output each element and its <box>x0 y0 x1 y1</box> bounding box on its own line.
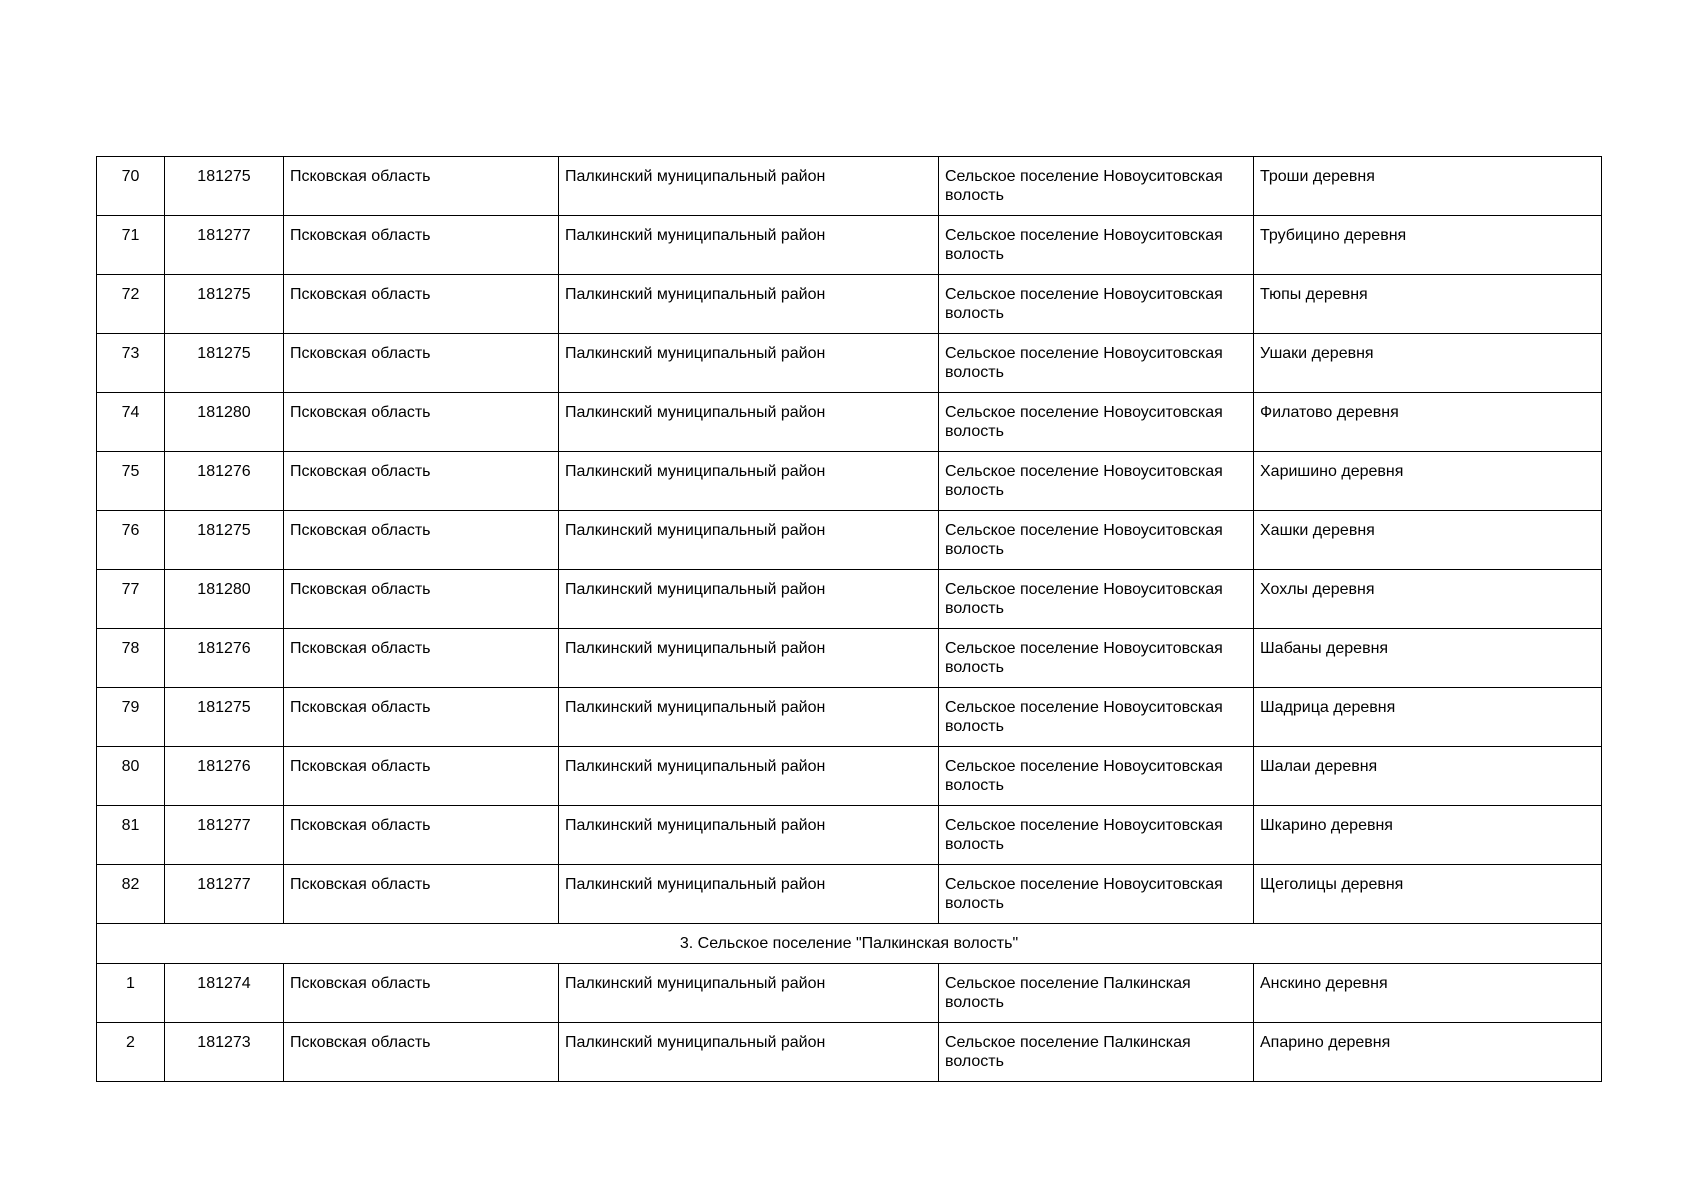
row-number: 77 <box>97 570 165 629</box>
row-number: 79 <box>97 688 165 747</box>
district-cell: Палкинский муниципальный район <box>559 964 939 1023</box>
postal-index: 181275 <box>165 688 284 747</box>
row-number: 76 <box>97 511 165 570</box>
locality-cell: Ушаки деревня <box>1254 334 1602 393</box>
district-cell: Палкинский муниципальный район <box>559 511 939 570</box>
settlement-cell: Сельское поселение Новоуситовская волость <box>939 334 1254 393</box>
locality-cell: Троши деревня <box>1254 157 1602 216</box>
table-body <box>97 157 1602 1082</box>
locality-cell: Хашки деревня <box>1254 511 1602 570</box>
region-cell: Псковская область <box>284 393 559 452</box>
district-cell: Палкинский муниципальный район <box>559 688 939 747</box>
region-cell: Псковская область <box>284 1023 559 1082</box>
postal-index: 181277 <box>165 865 284 924</box>
district-cell: Палкинский муниципальный район <box>559 216 939 275</box>
section-title: 3. Сельское поселение "Палкинская волость" <box>97 924 1602 964</box>
table-row <box>97 275 1602 334</box>
table-row <box>97 511 1602 570</box>
settlement-cell: Сельское поселение Новоуситовская волость <box>939 629 1254 688</box>
district-cell: Палкинский муниципальный район <box>559 865 939 924</box>
postal-index: 181275 <box>165 157 284 216</box>
settlement-cell: Сельское поселение Новоуситовская волость <box>939 747 1254 806</box>
settlement-cell: Сельское поселение Новоуситовская волость <box>939 157 1254 216</box>
region-cell: Псковская область <box>284 452 559 511</box>
postal-index: 181276 <box>165 452 284 511</box>
locality-cell: Тюпы деревня <box>1254 275 1602 334</box>
row-number: 72 <box>97 275 165 334</box>
row-number: 74 <box>97 393 165 452</box>
region-cell: Псковская область <box>284 688 559 747</box>
settlement-cell: Сельское поселение Новоуситовская волость <box>939 452 1254 511</box>
region-cell: Псковская область <box>284 275 559 334</box>
district-cell: Палкинский муниципальный район <box>559 334 939 393</box>
postal-index: 181274 <box>165 964 284 1023</box>
settlement-cell: Сельское поселение Палкинская волость <box>939 964 1254 1023</box>
region-cell: Псковская область <box>284 806 559 865</box>
table-row <box>97 629 1602 688</box>
locality-cell: Филатово деревня <box>1254 393 1602 452</box>
district-cell: Палкинский муниципальный район <box>559 629 939 688</box>
locality-cell: Анскино деревня <box>1254 964 1602 1023</box>
district-cell: Палкинский муниципальный район <box>559 806 939 865</box>
row-number: 80 <box>97 747 165 806</box>
table-row <box>97 806 1602 865</box>
settlement-cell: Сельское поселение Новоуситовская волость <box>939 806 1254 865</box>
settlement-cell: Сельское поселение Новоуситовская волость <box>939 216 1254 275</box>
region-cell: Псковская область <box>284 964 559 1023</box>
region-cell: Псковская область <box>284 216 559 275</box>
district-cell: Палкинский муниципальный район <box>559 157 939 216</box>
locality-cell: Хохлы деревня <box>1254 570 1602 629</box>
settlement-cell: Сельское поселение Новоуситовская волость <box>939 688 1254 747</box>
settlement-cell: Сельское поселение Новоуситовская волость <box>939 570 1254 629</box>
table-row <box>97 570 1602 629</box>
postal-index: 181275 <box>165 275 284 334</box>
table-row <box>97 393 1602 452</box>
row-number: 81 <box>97 806 165 865</box>
postal-index: 181276 <box>165 629 284 688</box>
postal-index: 181273 <box>165 1023 284 1082</box>
district-cell: Палкинский муниципальный район <box>559 393 939 452</box>
row-number: 82 <box>97 865 165 924</box>
region-cell: Псковская область <box>284 570 559 629</box>
table-row <box>97 1023 1602 1082</box>
table-row <box>97 964 1602 1023</box>
region-cell: Псковская область <box>284 865 559 924</box>
postal-index: 181277 <box>165 216 284 275</box>
locality-cell: Шкарино деревня <box>1254 806 1602 865</box>
locality-cell: Харишино деревня <box>1254 452 1602 511</box>
locality-cell: Шадрица деревня <box>1254 688 1602 747</box>
row-number: 78 <box>97 629 165 688</box>
locality-table <box>96 156 1602 1082</box>
settlement-cell: Сельское поселение Палкинская волость <box>939 1023 1254 1082</box>
district-cell: Палкинский муниципальный район <box>559 570 939 629</box>
region-cell: Псковская область <box>284 629 559 688</box>
settlement-cell: Сельское поселение Новоуситовская волость <box>939 865 1254 924</box>
row-number: 73 <box>97 334 165 393</box>
row-number: 71 <box>97 216 165 275</box>
row-number: 70 <box>97 157 165 216</box>
locality-cell: Трубицино деревня <box>1254 216 1602 275</box>
settlement-cell: Сельское поселение Новоуситовская волость <box>939 275 1254 334</box>
postal-index: 181280 <box>165 570 284 629</box>
section-header-row <box>97 924 1602 964</box>
table-row <box>97 747 1602 806</box>
district-cell: Палкинский муниципальный район <box>559 275 939 334</box>
row-number: 2 <box>97 1023 165 1082</box>
row-number: 1 <box>97 964 165 1023</box>
table-row <box>97 216 1602 275</box>
postal-index: 181276 <box>165 747 284 806</box>
region-cell: Псковская область <box>284 747 559 806</box>
table-row <box>97 688 1602 747</box>
district-cell: Палкинский муниципальный район <box>559 1023 939 1082</box>
locality-cell: Апарино деревня <box>1254 1023 1602 1082</box>
locality-cell: Щеголицы деревня <box>1254 865 1602 924</box>
district-cell: Палкинский муниципальный район <box>559 747 939 806</box>
row-number: 75 <box>97 452 165 511</box>
postal-index: 181275 <box>165 511 284 570</box>
postal-index: 181277 <box>165 806 284 865</box>
locality-cell: Шабаны деревня <box>1254 629 1602 688</box>
region-cell: Псковская область <box>284 157 559 216</box>
region-cell: Псковская область <box>284 511 559 570</box>
table-row <box>97 865 1602 924</box>
district-cell: Палкинский муниципальный район <box>559 452 939 511</box>
table-row <box>97 452 1602 511</box>
region-cell: Псковская область <box>284 334 559 393</box>
table-row <box>97 334 1602 393</box>
locality-cell: Шалаи деревня <box>1254 747 1602 806</box>
settlement-cell: Сельское поселение Новоуситовская волость <box>939 393 1254 452</box>
table-row <box>97 157 1602 216</box>
settlement-cell: Сельское поселение Новоуситовская волость <box>939 511 1254 570</box>
postal-index: 181280 <box>165 393 284 452</box>
postal-index: 181275 <box>165 334 284 393</box>
